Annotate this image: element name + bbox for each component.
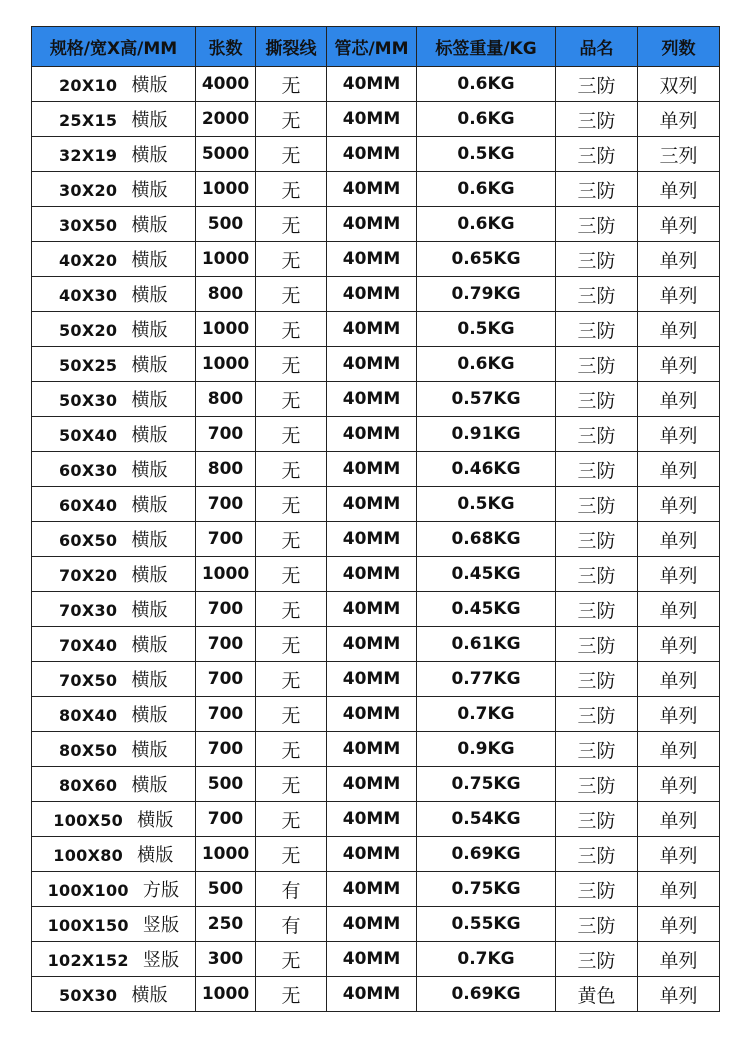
header-spec: 规格/宽X高/MM [32,27,196,67]
cell-weight: 0.75KG [417,767,556,802]
cell-product-name: 三防 [556,347,638,382]
spec-orientation: 横版 [131,145,168,166]
cell-product-name: 三防 [556,697,638,732]
spec-orientation: 横版 [131,180,168,201]
cell-tear-line: 无 [256,312,327,347]
table-row [32,312,720,347]
spec-orientation: 横版 [131,390,168,411]
cell-sheets: 700 [196,522,256,557]
cell-core: 40MM [327,872,417,907]
cell-weight: 0.68KG [417,522,556,557]
cell-columns: 单列 [638,837,720,872]
spec-orientation: 横版 [131,355,168,376]
spec-size: 50X30 [59,391,118,410]
cell-core: 40MM [327,382,417,417]
spec-orientation: 横版 [131,320,168,341]
cell-product-name: 三防 [556,487,638,522]
table-row [32,522,720,557]
spec-size: 60X40 [59,496,118,515]
table-row [32,557,720,592]
cell-tear-line: 无 [256,522,327,557]
table-row [32,662,720,697]
spec-size: 32X19 [59,146,118,165]
cell-spec [32,242,196,277]
cell-core: 40MM [327,102,417,137]
table-row [32,977,720,1012]
table-row [32,767,720,802]
cell-spec [32,382,196,417]
cell-sheets: 700 [196,732,256,767]
cell-columns: 单列 [638,312,720,347]
cell-sheets: 300 [196,942,256,977]
table-row [32,837,720,872]
cell-tear-line: 无 [256,557,327,592]
spec-size: 60X50 [59,531,118,550]
cell-product-name: 三防 [556,557,638,592]
cell-columns: 单列 [638,942,720,977]
cell-product-name: 三防 [556,67,638,102]
cell-spec [32,802,196,837]
cell-columns: 单列 [638,907,720,942]
cell-tear-line: 无 [256,942,327,977]
table-row [32,697,720,732]
spec-size: 80X50 [59,741,118,760]
cell-core: 40MM [327,942,417,977]
spec-orientation: 竖版 [142,915,180,936]
cell-core: 40MM [327,207,417,242]
cell-core: 40MM [327,802,417,837]
cell-core: 40MM [327,627,417,662]
cell-sheets: 700 [196,592,256,627]
cell-spec [32,732,196,767]
cell-product-name: 三防 [556,767,638,802]
cell-tear-line: 无 [256,662,327,697]
cell-sheets: 500 [196,207,256,242]
cell-columns: 单列 [638,277,720,312]
table-row [32,102,720,137]
cell-weight: 0.61KG [417,627,556,662]
cell-core: 40MM [327,67,417,102]
spec-size: 100X50 [53,811,124,830]
cell-weight: 0.45KG [417,592,556,627]
cell-product-name: 三防 [556,382,638,417]
cell-product-name: 三防 [556,417,638,452]
table-row [32,67,720,102]
spec-size: 70X30 [59,601,118,620]
cell-product-name: 三防 [556,627,638,662]
spec-size: 70X20 [59,566,118,585]
table-row [32,172,720,207]
cell-spec [32,942,196,977]
cell-product-name: 三防 [556,732,638,767]
spec-table [31,26,720,1012]
cell-core: 40MM [327,137,417,172]
cell-weight: 0.46KG [417,452,556,487]
cell-tear-line: 无 [256,487,327,522]
spec-size: 50X40 [59,426,118,445]
cell-weight: 0.5KG [417,137,556,172]
cell-core: 40MM [327,767,417,802]
cell-core: 40MM [327,242,417,277]
cell-spec [32,67,196,102]
table-row [32,592,720,627]
cell-tear-line: 无 [256,452,327,487]
cell-sheets: 1000 [196,557,256,592]
cell-spec [32,662,196,697]
cell-spec [32,627,196,662]
spec-size: 100X100 [47,881,129,900]
table-row [32,277,720,312]
cell-tear-line: 无 [256,137,327,172]
cell-spec [32,172,196,207]
cell-core: 40MM [327,487,417,522]
header-columns: 列数 [638,27,720,67]
cell-weight: 0.6KG [417,347,556,382]
cell-core: 40MM [327,662,417,697]
spec-size: 80X60 [59,776,118,795]
cell-sheets: 700 [196,697,256,732]
spec-orientation: 横版 [131,635,168,656]
header-tear-line: 撕裂线 [256,27,327,67]
cell-columns: 单列 [638,172,720,207]
cell-tear-line: 无 [256,172,327,207]
cell-spec [32,137,196,172]
cell-tear-line: 无 [256,802,327,837]
cell-product-name: 三防 [556,872,638,907]
table-row [32,242,720,277]
table-row [32,942,720,977]
spec-orientation: 横版 [137,845,174,866]
cell-core: 40MM [327,347,417,382]
header-row [32,27,720,67]
table-row [32,207,720,242]
table-row [32,802,720,837]
cell-product-name: 黄色 [556,977,638,1012]
cell-core: 40MM [327,732,417,767]
cell-columns: 单列 [638,872,720,907]
cell-weight: 0.55KG [417,907,556,942]
cell-tear-line: 无 [256,592,327,627]
spec-orientation: 横版 [131,740,168,761]
cell-tear-line: 无 [256,697,327,732]
cell-spec [32,697,196,732]
cell-weight: 0.5KG [417,487,556,522]
cell-tear-line: 有 [256,872,327,907]
cell-columns: 单列 [638,382,720,417]
spec-size: 30X20 [59,181,118,200]
cell-columns: 三列 [638,137,720,172]
cell-spec [32,522,196,557]
spec-orientation: 横版 [131,425,168,446]
spec-orientation: 横版 [131,460,168,481]
cell-spec [32,277,196,312]
cell-spec [32,767,196,802]
header-sheets: 张数 [196,27,256,67]
cell-core: 40MM [327,172,417,207]
spec-orientation: 横版 [131,75,168,96]
cell-core: 40MM [327,697,417,732]
table-row [32,872,720,907]
cell-tear-line: 有 [256,907,327,942]
cell-product-name: 三防 [556,172,638,207]
cell-core: 40MM [327,977,417,1012]
cell-sheets: 500 [196,767,256,802]
cell-product-name: 三防 [556,312,638,347]
table-row [32,417,720,452]
cell-weight: 0.65KG [417,242,556,277]
cell-spec [32,907,196,942]
cell-columns: 单列 [638,732,720,767]
cell-weight: 0.79KG [417,277,556,312]
table-row [32,487,720,522]
table-row [32,907,720,942]
cell-sheets: 5000 [196,137,256,172]
cell-product-name: 三防 [556,522,638,557]
table-row [32,382,720,417]
cell-weight: 0.7KG [417,942,556,977]
spec-size: 50X25 [59,356,118,375]
cell-core: 40MM [327,557,417,592]
cell-tear-line: 无 [256,977,327,1012]
cell-product-name: 三防 [556,837,638,872]
cell-product-name: 三防 [556,802,638,837]
spec-orientation: 方版 [142,880,180,901]
spec-size: 40X30 [59,286,118,305]
cell-tear-line: 无 [256,837,327,872]
cell-sheets: 700 [196,662,256,697]
cell-columns: 单列 [638,487,720,522]
cell-weight: 0.6KG [417,172,556,207]
cell-weight: 0.6KG [417,207,556,242]
spec-orientation: 横版 [131,495,168,516]
cell-product-name: 三防 [556,277,638,312]
spec-orientation: 横版 [131,985,168,1006]
cell-spec [32,452,196,487]
cell-spec [32,977,196,1012]
cell-tear-line: 无 [256,207,327,242]
table-row [32,732,720,767]
table-row [32,347,720,382]
cell-sheets: 2000 [196,102,256,137]
cell-core: 40MM [327,592,417,627]
spec-size: 25X15 [59,111,118,130]
cell-spec [32,592,196,627]
cell-columns: 单列 [638,662,720,697]
cell-weight: 0.91KG [417,417,556,452]
cell-sheets: 1000 [196,837,256,872]
cell-columns: 单列 [638,592,720,627]
header-core: 管芯/MM [327,27,417,67]
spec-orientation: 横版 [131,110,168,131]
cell-spec [32,487,196,522]
cell-spec [32,312,196,347]
cell-product-name: 三防 [556,102,638,137]
spec-orientation: 横版 [137,810,174,831]
cell-sheets: 4000 [196,67,256,102]
cell-spec [32,872,196,907]
spec-orientation: 横版 [131,705,168,726]
cell-product-name: 三防 [556,207,638,242]
cell-tear-line: 无 [256,102,327,137]
spec-table-container [31,26,719,1012]
cell-sheets: 1000 [196,347,256,382]
cell-product-name: 三防 [556,452,638,487]
spec-size: 102X152 [47,951,129,970]
cell-spec [32,837,196,872]
cell-product-name: 三防 [556,592,638,627]
spec-orientation: 横版 [131,775,168,796]
cell-columns: 双列 [638,67,720,102]
cell-columns: 单列 [638,627,720,662]
cell-weight: 0.54KG [417,802,556,837]
cell-tear-line: 无 [256,347,327,382]
cell-product-name: 三防 [556,942,638,977]
cell-sheets: 700 [196,487,256,522]
cell-columns: 单列 [638,522,720,557]
cell-columns: 单列 [638,977,720,1012]
table-row [32,627,720,662]
cell-sheets: 500 [196,872,256,907]
cell-weight: 0.45KG [417,557,556,592]
cell-tear-line: 无 [256,382,327,417]
spec-orientation: 横版 [131,670,168,691]
cell-columns: 单列 [638,557,720,592]
spec-size: 20X10 [59,76,118,95]
cell-product-name: 三防 [556,907,638,942]
cell-core: 40MM [327,452,417,487]
cell-sheets: 800 [196,382,256,417]
cell-spec [32,557,196,592]
cell-weight: 0.69KG [417,837,556,872]
spec-size: 50X30 [59,986,118,1005]
cell-columns: 单列 [638,417,720,452]
cell-sheets: 800 [196,452,256,487]
cell-sheets: 1000 [196,172,256,207]
cell-sheets: 700 [196,627,256,662]
cell-weight: 0.6KG [417,102,556,137]
cell-weight: 0.7KG [417,697,556,732]
cell-sheets: 1000 [196,312,256,347]
cell-weight: 0.9KG [417,732,556,767]
cell-product-name: 三防 [556,242,638,277]
cell-weight: 0.75KG [417,872,556,907]
spec-size: 100X150 [47,916,129,935]
spec-size: 70X50 [59,671,118,690]
cell-weight: 0.6KG [417,67,556,102]
cell-core: 40MM [327,277,417,312]
cell-product-name: 三防 [556,137,638,172]
cell-columns: 单列 [638,452,720,487]
cell-sheets: 250 [196,907,256,942]
cell-sheets: 700 [196,417,256,452]
cell-columns: 单列 [638,207,720,242]
spec-size: 70X40 [59,636,118,655]
cell-tear-line: 无 [256,277,327,312]
cell-spec [32,102,196,137]
cell-sheets: 1000 [196,977,256,1012]
cell-weight: 0.69KG [417,977,556,1012]
table-body [32,67,720,1012]
cell-core: 40MM [327,837,417,872]
header-product-name: 品名 [556,27,638,67]
spec-orientation: 横版 [131,565,168,586]
cell-columns: 单列 [638,347,720,382]
cell-core: 40MM [327,417,417,452]
header-weight: 标签重量/KG [417,27,556,67]
cell-weight: 0.77KG [417,662,556,697]
spec-size: 80X40 [59,706,118,725]
cell-sheets: 1000 [196,242,256,277]
spec-size: 50X20 [59,321,118,340]
spec-orientation: 横版 [131,285,168,306]
cell-columns: 单列 [638,102,720,137]
cell-sheets: 800 [196,277,256,312]
cell-spec [32,347,196,382]
cell-core: 40MM [327,522,417,557]
table-row [32,452,720,487]
cell-columns: 单列 [638,242,720,277]
cell-tear-line: 无 [256,67,327,102]
spec-orientation: 竖版 [142,950,180,971]
cell-weight: 0.5KG [417,312,556,347]
cell-tear-line: 无 [256,732,327,767]
spec-orientation: 横版 [131,250,168,271]
cell-product-name: 三防 [556,662,638,697]
spec-size: 60X30 [59,461,118,480]
cell-weight: 0.57KG [417,382,556,417]
table-row [32,137,720,172]
cell-columns: 单列 [638,802,720,837]
spec-size: 30X50 [59,216,118,235]
cell-tear-line: 无 [256,417,327,452]
spec-orientation: 横版 [131,215,168,236]
cell-sheets: 700 [196,802,256,837]
cell-spec [32,207,196,242]
spec-orientation: 横版 [131,600,168,621]
cell-columns: 单列 [638,767,720,802]
spec-orientation: 横版 [131,530,168,551]
cell-spec [32,417,196,452]
spec-size: 40X20 [59,251,118,270]
cell-tear-line: 无 [256,767,327,802]
cell-core: 40MM [327,907,417,942]
cell-columns: 单列 [638,697,720,732]
spec-size: 100X80 [53,846,124,865]
cell-tear-line: 无 [256,627,327,662]
cell-tear-line: 无 [256,242,327,277]
cell-core: 40MM [327,312,417,347]
